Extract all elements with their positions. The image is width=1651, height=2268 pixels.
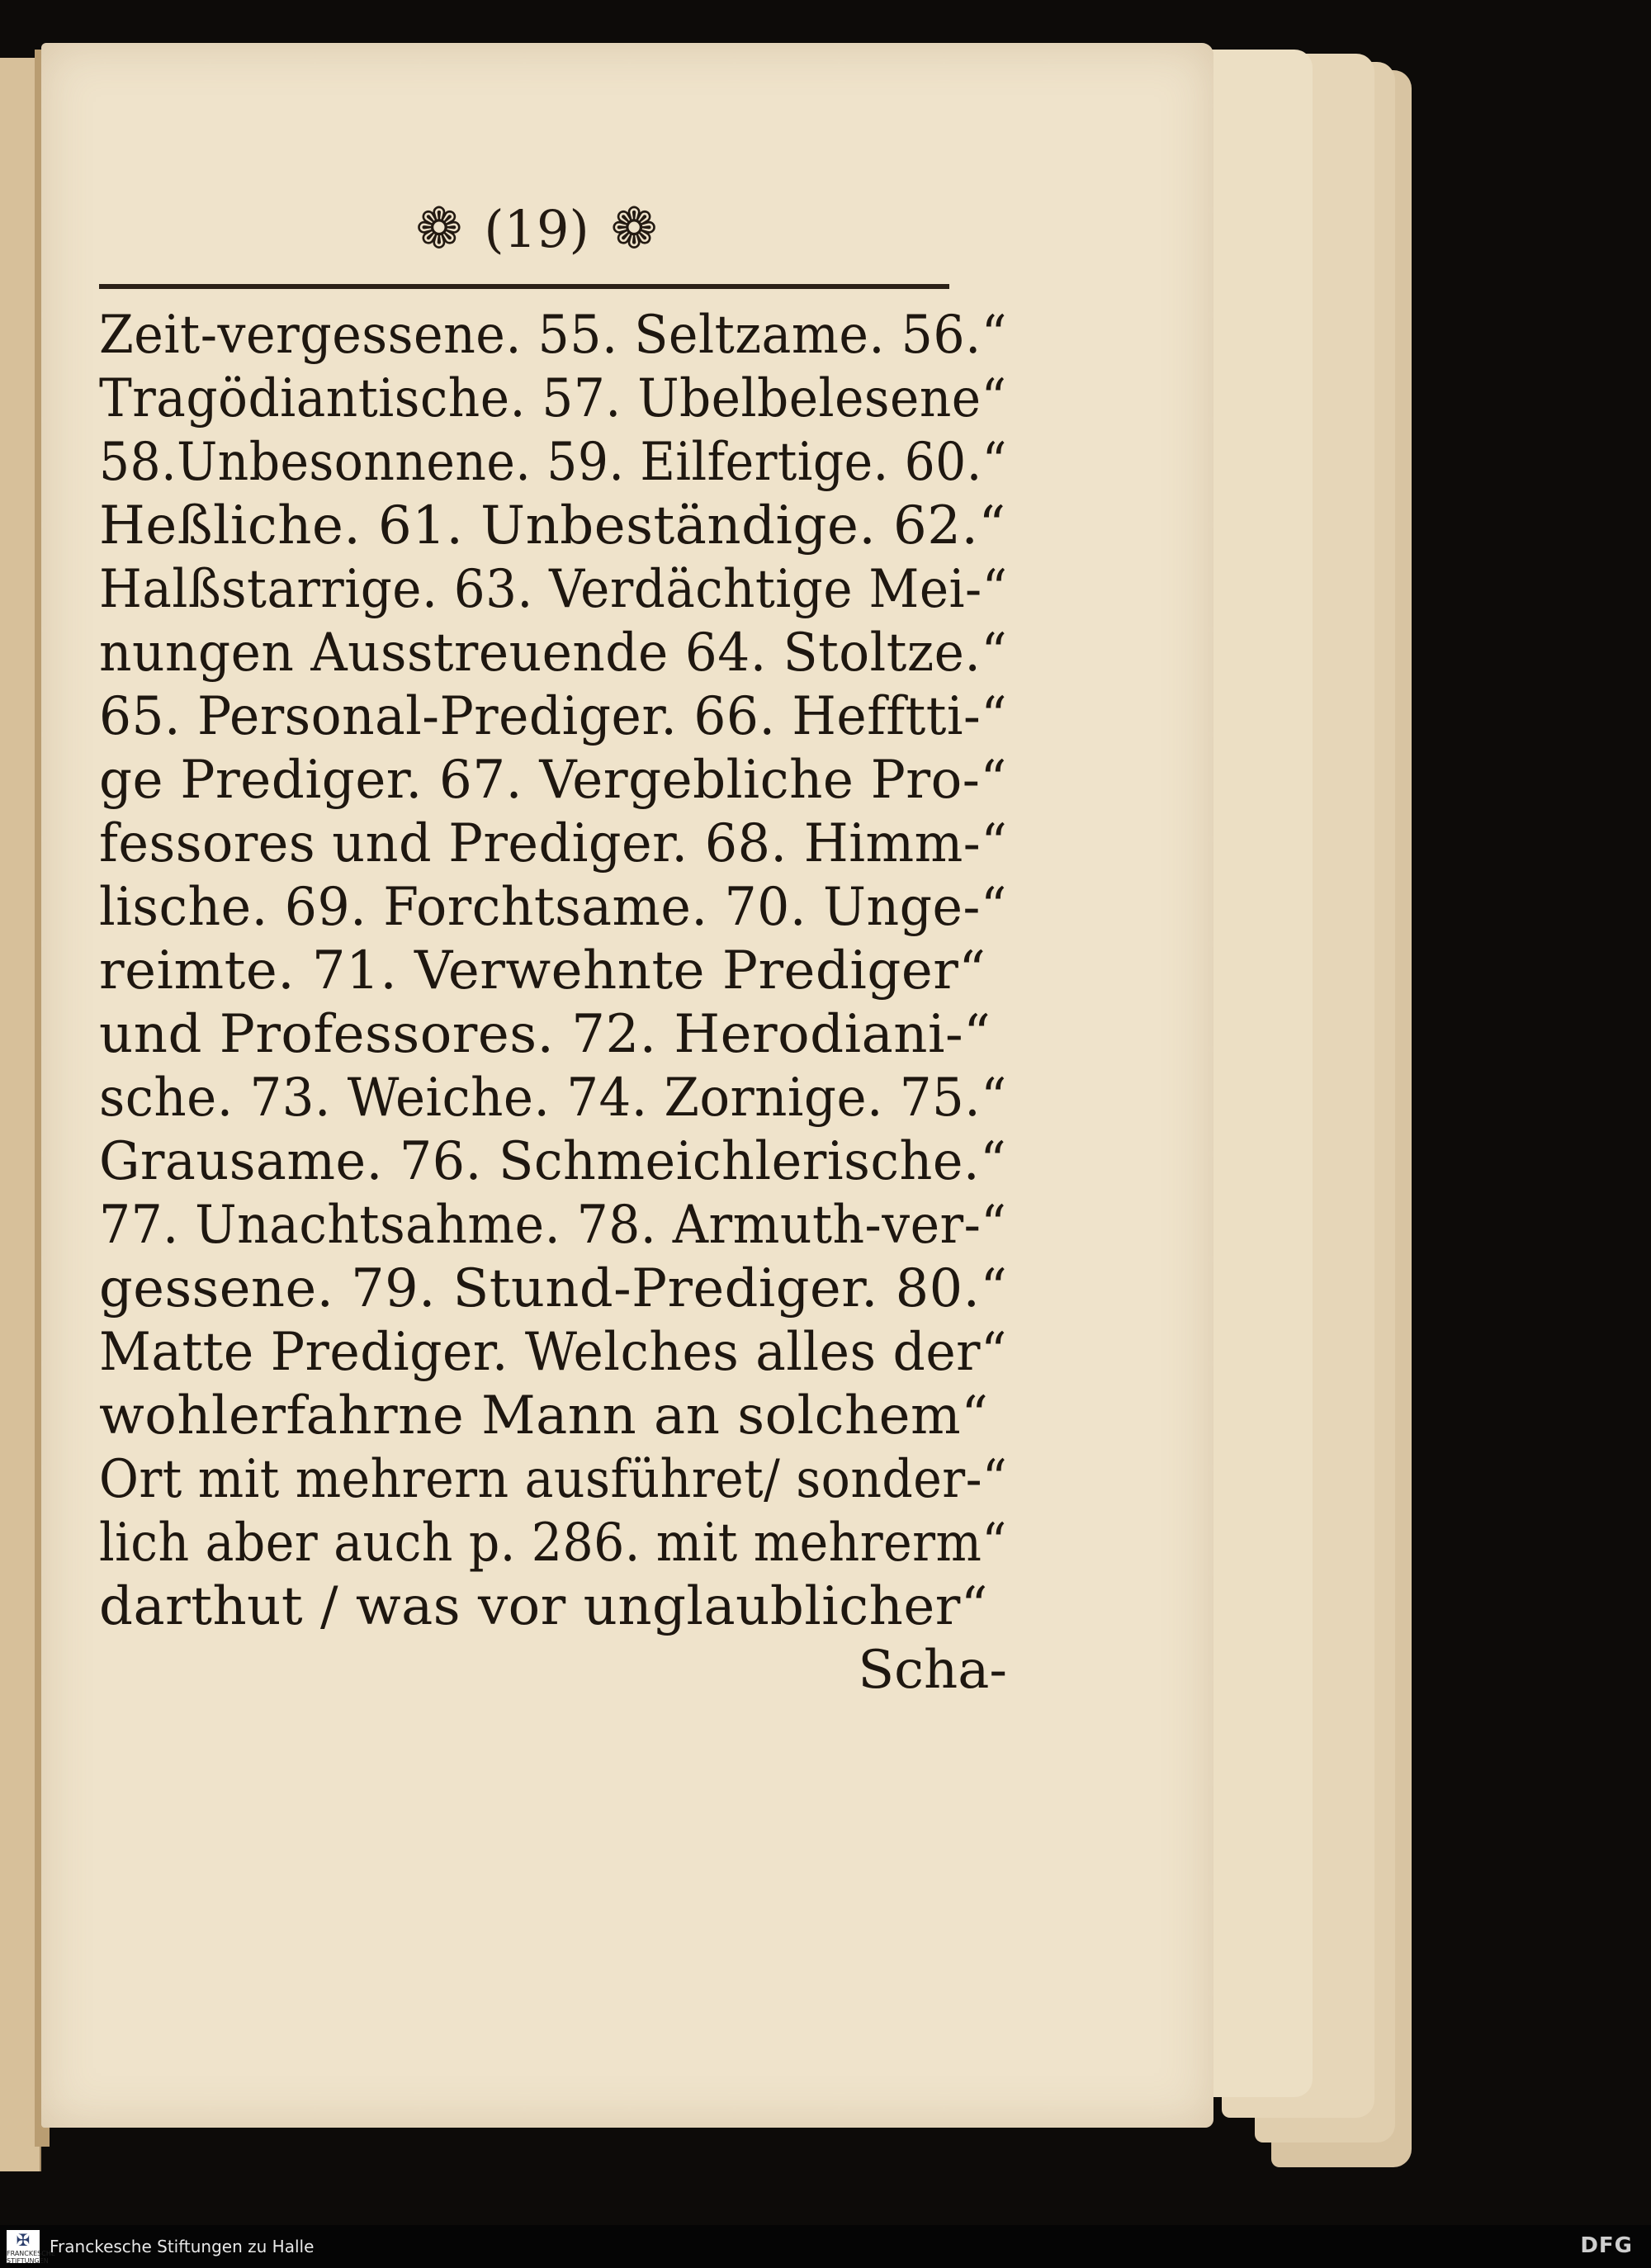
text-line: gessene. 79. Stund-Prediger. 80.“	[99, 1258, 1008, 1319]
institution-name[interactable]: Franckesche Stiftungen zu Halle	[50, 2237, 315, 2256]
logo-text: FRANCKESCHE STIFTUNGEN	[7, 2250, 55, 2265]
text-line: Heßliche. 61. Unbeständige. 62.“	[99, 495, 1006, 556]
book-page	[41, 43, 1213, 2128]
text-line: lische. 69. Forchtsame. 70. Unge-“	[99, 877, 1007, 938]
text-line: Matte Prediger. Welches alles der“	[99, 1322, 1007, 1383]
catchword: Scha-	[858, 1640, 1007, 1701]
text-line: sche. 73. Weiche. 74. Zornige. 75.“	[99, 1068, 1007, 1129]
text-line: Grausame. 76. Schmeichlerische.“	[99, 1131, 1007, 1192]
header-rule	[99, 284, 949, 289]
ornament-right-icon: ❁	[610, 196, 658, 262]
text-line: reimte. 71. Verwehnte Prediger“	[99, 940, 986, 1001]
text-line: lich aber auch p. 286. mit mehrerm“	[99, 1513, 1007, 1574]
running-header	[91, 192, 982, 266]
text-line: wohlerfahrne Mann an solchem“	[99, 1385, 989, 1447]
text-line: darthut / was vor unglaublicher“	[99, 1576, 988, 1637]
viewer-footer	[0, 2225, 1651, 2268]
dfg-logo: DFG	[1580, 2233, 1633, 2258]
text-line: Halßstarrige. 63. Verdächtige Mei-“	[99, 559, 1008, 620]
text-line: ge Prediger. 67. Vergebliche Pro-“	[99, 750, 1007, 811]
ornament-left-icon: ❁	[415, 196, 463, 262]
text-line: und Professores. 72. Herodiani-“	[99, 1004, 991, 1065]
institution-logo	[7, 2230, 55, 2265]
cross-icon: ✠	[16, 2230, 31, 2250]
text-line: Ort mit mehrern ausführet/ sonder-“	[99, 1449, 1008, 1510]
text-line: 65. Personal-Prediger. 66. Hefftti-“	[99, 686, 1008, 747]
text-line: 58.Unbesonnene. 59. Eilfertige. 60.“	[99, 432, 1007, 493]
text-line: nungen Ausstreuende 64. Stoltze.“	[99, 623, 1008, 684]
text-line: Zeit-vergessene. 55. Seltzame. 56.“	[99, 305, 1007, 366]
page-content	[99, 192, 1024, 1702]
text-line: Tragödiantische. 57. Ubelbelesene“	[99, 368, 1007, 429]
text-line: fessores und Prediger. 68. Himm-“	[99, 813, 1008, 874]
page-number: (19)	[484, 198, 589, 259]
text-line: 77. Unachtsahme. 78. Armuth-ver-“	[99, 1195, 1007, 1256]
body-text	[99, 304, 1007, 1639]
